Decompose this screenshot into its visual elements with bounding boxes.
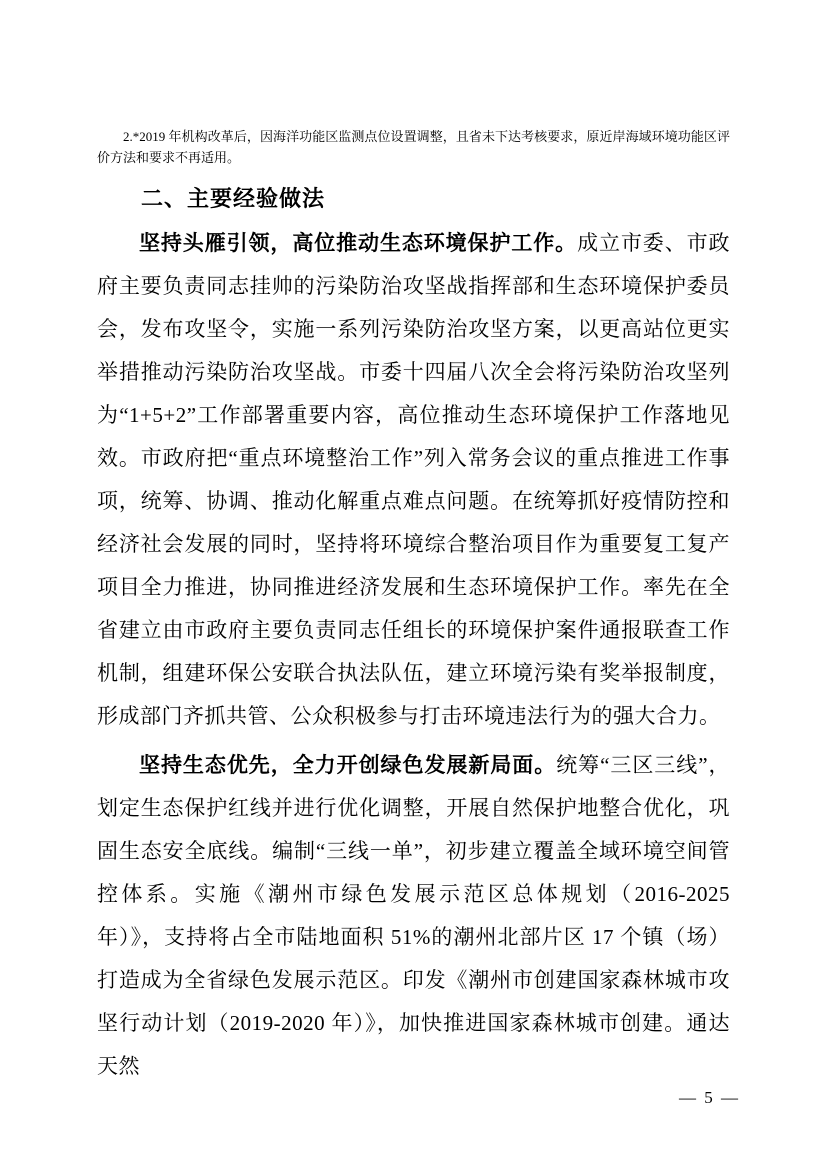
paragraph-lead: 坚持头雁引领，高位推动生态环境保护工作。 [139,231,578,255]
section-heading: 二、主要经验做法 [141,186,326,211]
page-number: — 5 — [679,1088,740,1107]
paragraph-body: 统筹“三区三线”，划定生态保护红线并进行优化调整，开展自然保护地整合优化，巩固生态安全底线。编制“三线一单”，初步建立覆盖全域环境空间管控体系。实施《潮州市绿色发展示范区总体规划（2016-2025 年）》，支持将占全市陆地面积 51%的潮州北部片区 17 个镇（场）打造成为全省绿色发展示范区。印发《潮州市创建国家森林城市攻坚行动计划（2019-2020 年）》，加快推进国家森林城市创建。通达天然 [97,753,730,1078]
paragraph [97,222,730,738]
paragraph [97,744,730,1088]
paragraph-lead: 坚持生态优先，全力开创绿色发展新局面。 [139,753,557,777]
footnote-text: 2.*2019 年机构改革后，因海洋功能区监测点位设置调整，且省未下达考核要求，原近岸海域环境功能区评价方法和要求不再适用。 [97,129,730,165]
paragraph-body: 成立市委、市政府主要负责同志挂帅的污染防治攻坚战指挥部和生态环境保护委员会，发布攻坚令，实施一系列污染防治攻坚方案，以更高站位更实举措推动污染防治攻坚战。市委十四届八次全会将污染防治攻坚列为“1+5+2”工作部署重要内容，高位推动生态环境保护工作落地见效。市政府把“重点环境整治工作”列入常务会议的重点推进工作事项，统筹、协调、推动化解重点难点问题。在统筹抓好疫情防控和经济社会发展的同时，坚持将环境综合整治项目作为重要复工复产项目全力推进，协同推进经济发展和生态环境保护工作。率先在全省建立由市政府主要负责同志任组长的环境保护案件通报联查工作机制，组建环保公安联合执法队伍，建立环境污染有奖举报制度，形成部门齐抓共管、公众积极参与打击环境违法行为的强大合力。 [97,231,731,728]
